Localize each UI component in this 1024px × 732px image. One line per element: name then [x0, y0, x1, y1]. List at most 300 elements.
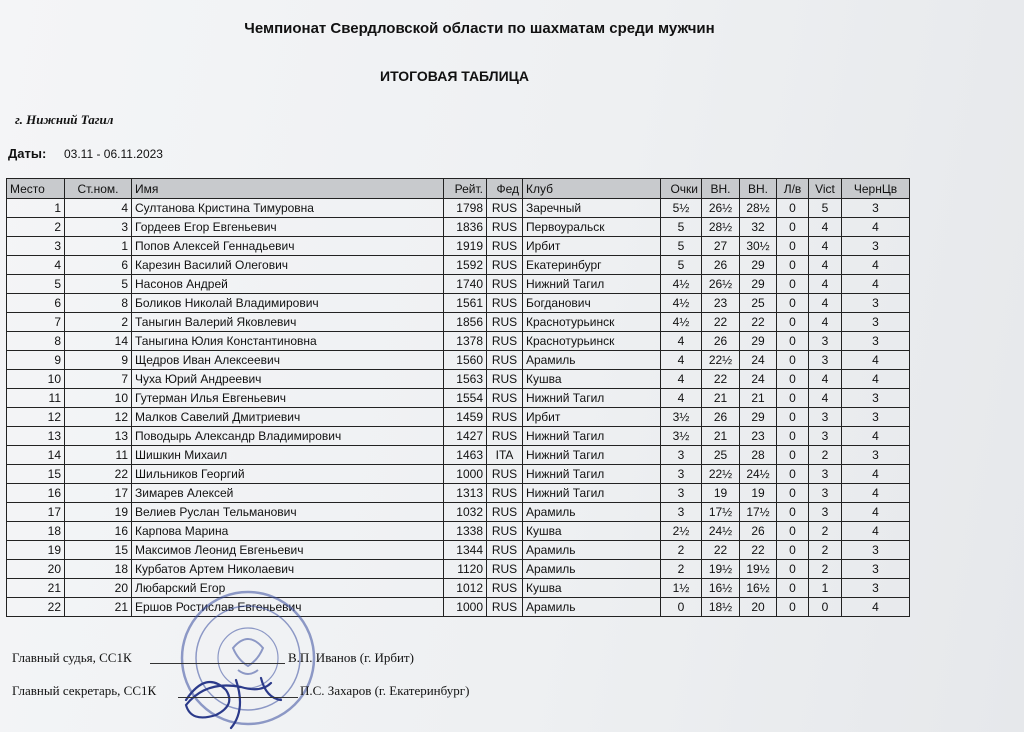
table-cell: 3 [809, 408, 842, 427]
table-cell: Гордеев Егор Евгеньевич [132, 218, 444, 237]
table-cell: 4 [65, 199, 132, 218]
table-row [7, 560, 910, 579]
table-cell: RUS [487, 389, 523, 408]
table-cell: 1554 [444, 389, 487, 408]
table-cell: 3 [661, 446, 702, 465]
table-cell: 19½ [740, 560, 777, 579]
table-cell: 3 [842, 237, 910, 256]
table-cell: Кушва [523, 522, 661, 541]
table-cell: 13 [65, 427, 132, 446]
table-cell: RUS [487, 332, 523, 351]
table-cell: 5 [661, 218, 702, 237]
table-cell: RUS [487, 579, 523, 598]
table-cell: 28½ [702, 218, 740, 237]
table-cell: 1459 [444, 408, 487, 427]
table-cell: 1120 [444, 560, 487, 579]
table-cell: 24½ [740, 465, 777, 484]
table-cell: 26½ [702, 199, 740, 218]
table-cell: 3 [842, 389, 910, 408]
table-cell: 4½ [661, 294, 702, 313]
table-cell: 29 [740, 256, 777, 275]
table-cell: 0 [777, 313, 809, 332]
table-cell: 22 [65, 465, 132, 484]
table-cell: 4 [842, 465, 910, 484]
signature-mark [176, 660, 306, 732]
table-cell: 2 [7, 218, 65, 237]
table-cell: 3 [65, 218, 132, 237]
table-cell: Султанова Кристина Тимуровна [132, 199, 444, 218]
table-cell: Екатеринбург [523, 256, 661, 275]
table-cell: 3 [809, 465, 842, 484]
table-cell: Шишкин Михаил [132, 446, 444, 465]
table-cell: 21 [7, 579, 65, 598]
table-cell: 21 [65, 598, 132, 617]
table-cell: 29 [740, 275, 777, 294]
table-row [7, 484, 910, 503]
table-cell: 1338 [444, 522, 487, 541]
table-cell: 19 [7, 541, 65, 560]
table-cell: 15 [65, 541, 132, 560]
table-cell: 4½ [661, 313, 702, 332]
table-cell: 2 [661, 541, 702, 560]
table-body [7, 199, 910, 617]
table-cell: 22 [740, 541, 777, 560]
table-cell: RUS [487, 484, 523, 503]
column-header: ВН. [702, 179, 740, 199]
table-cell: Карпова Марина [132, 522, 444, 541]
table-cell: 9 [65, 351, 132, 370]
table-row [7, 256, 910, 275]
table-cell: 19 [702, 484, 740, 503]
table-cell: 3 [809, 332, 842, 351]
column-header: Ст.ном. [65, 179, 132, 199]
table-cell: Нижний Тагил [523, 389, 661, 408]
table-cell: 20 [7, 560, 65, 579]
table-cell: 4 [842, 218, 910, 237]
table-cell: Любарский Егор [132, 579, 444, 598]
table-cell: Максимов Леонид Евгеньевич [132, 541, 444, 560]
table-cell: 0 [777, 389, 809, 408]
table-cell: Гутерман Илья Евгеньевич [132, 389, 444, 408]
table-cell: 4 [809, 389, 842, 408]
table-cell: 17½ [740, 503, 777, 522]
table-cell: 4 [842, 598, 910, 617]
table-cell: 0 [661, 598, 702, 617]
table-row [7, 294, 910, 313]
table-cell: 4 [661, 332, 702, 351]
table-cell: 16½ [702, 579, 740, 598]
table-row [7, 541, 910, 560]
column-header: Очки [661, 179, 702, 199]
table-cell: 0 [777, 579, 809, 598]
table-cell: Кушва [523, 579, 661, 598]
table-cell: 22 [702, 541, 740, 560]
table-cell: 11 [65, 446, 132, 465]
table-cell: 4 [842, 351, 910, 370]
table-cell: 3 [842, 579, 910, 598]
table-cell: 25 [702, 446, 740, 465]
table-row [7, 389, 910, 408]
table-cell: 0 [777, 351, 809, 370]
table-cell: 6 [7, 294, 65, 313]
table-cell: Велиев Руслан Тельманович [132, 503, 444, 522]
table-cell: 21 [702, 389, 740, 408]
table-cell: 0 [777, 503, 809, 522]
table-cell: RUS [487, 560, 523, 579]
table-cell: Нижний Тагил [523, 427, 661, 446]
table-cell: 5½ [661, 199, 702, 218]
column-header: Л/в [777, 179, 809, 199]
table-cell: 1919 [444, 237, 487, 256]
table-cell: Арамиль [523, 541, 661, 560]
table-cell: 17 [7, 503, 65, 522]
table-cell: 3 [809, 427, 842, 446]
table-cell: 0 [777, 598, 809, 617]
table-cell: 29 [740, 408, 777, 427]
table-cell: RUS [487, 370, 523, 389]
table-cell: 4 [7, 256, 65, 275]
table-row [7, 465, 910, 484]
table-cell: 1012 [444, 579, 487, 598]
table-cell: Ирбит [523, 237, 661, 256]
table-cell: 3 [661, 465, 702, 484]
table-cell: 3 [809, 503, 842, 522]
table-cell: 0 [777, 446, 809, 465]
table-row [7, 522, 910, 541]
table-cell: 3 [661, 503, 702, 522]
table-cell: 28½ [740, 199, 777, 218]
table-cell: 2 [809, 522, 842, 541]
table-cell: 4 [809, 256, 842, 275]
table-cell: 1 [65, 237, 132, 256]
table-cell: 1313 [444, 484, 487, 503]
table-cell: 3 [842, 446, 910, 465]
table-cell: 14 [65, 332, 132, 351]
table-cell: Курбатов Артем Николаевич [132, 560, 444, 579]
table-row [7, 351, 910, 370]
table-cell: 1856 [444, 313, 487, 332]
table-cell: Богданович [523, 294, 661, 313]
table-cell: 4 [661, 351, 702, 370]
column-header: Клуб [523, 179, 661, 199]
table-cell: 17½ [702, 503, 740, 522]
table-cell: 0 [777, 332, 809, 351]
table-cell: 18½ [702, 598, 740, 617]
table-cell: 1560 [444, 351, 487, 370]
table-cell: 4 [842, 370, 910, 389]
table-cell: ITA [487, 446, 523, 465]
document-title: Чемпионат Свердловской области по шахматам среди мужчин [244, 20, 715, 37]
column-header: Vict [809, 179, 842, 199]
table-cell: 6 [65, 256, 132, 275]
standings-table [6, 178, 910, 617]
table-cell: Нижний Тагил [523, 484, 661, 503]
table-cell: 22½ [702, 465, 740, 484]
table-cell: Насонов Андрей [132, 275, 444, 294]
table-cell: Арамиль [523, 560, 661, 579]
table-cell: 4 [842, 522, 910, 541]
table-cell: 5 [7, 275, 65, 294]
table-cell: Попов Алексей Геннадьевич [132, 237, 444, 256]
table-cell: Арамиль [523, 598, 661, 617]
table-cell: Арамиль [523, 503, 661, 522]
table-cell: Поводырь Александр Владимирович [132, 427, 444, 446]
table-cell: 1740 [444, 275, 487, 294]
dates-value: 03.11 - 06.11.2023 [64, 147, 163, 161]
table-cell: 4 [661, 370, 702, 389]
table-cell: Нижний Тагил [523, 465, 661, 484]
table-cell: 4 [809, 218, 842, 237]
table-cell: 0 [777, 370, 809, 389]
table-cell: 0 [777, 427, 809, 446]
table-cell: RUS [487, 237, 523, 256]
table-cell: Шильников Георгий [132, 465, 444, 484]
table-cell: RUS [487, 351, 523, 370]
table-header-row [7, 179, 910, 199]
table-cell: 5 [661, 237, 702, 256]
table-cell: 20 [740, 598, 777, 617]
table-cell: 30½ [740, 237, 777, 256]
table-cell: 14 [7, 446, 65, 465]
table-cell: 2 [809, 541, 842, 560]
table-cell: 1563 [444, 370, 487, 389]
table-cell: 2 [809, 446, 842, 465]
table-cell: 18 [65, 560, 132, 579]
table-cell: 1000 [444, 465, 487, 484]
table-cell: 19 [65, 503, 132, 522]
table-row [7, 332, 910, 351]
table-cell: 16 [65, 522, 132, 541]
table-cell: 18 [7, 522, 65, 541]
table-cell: 10 [7, 370, 65, 389]
table-cell: 9 [7, 351, 65, 370]
table-cell: 26 [702, 408, 740, 427]
city-label: г. Нижний Тагил [15, 112, 114, 127]
table-cell: 3 [842, 408, 910, 427]
table-cell: 0 [777, 256, 809, 275]
table-row [7, 275, 910, 294]
table-row [7, 313, 910, 332]
table-cell: 4 [842, 484, 910, 503]
table-cell: 1561 [444, 294, 487, 313]
table-cell: 0 [777, 465, 809, 484]
table-cell: 19 [740, 484, 777, 503]
table-cell: 0 [777, 199, 809, 218]
table-cell: 3 [842, 294, 910, 313]
table-cell: Арамиль [523, 351, 661, 370]
table-cell: 16½ [740, 579, 777, 598]
table-cell: 0 [777, 484, 809, 503]
table-cell: RUS [487, 313, 523, 332]
column-header: Имя [132, 179, 444, 199]
table-cell: Таныгин Валерий Яковлевич [132, 313, 444, 332]
table-cell: RUS [487, 598, 523, 617]
table-row [7, 446, 910, 465]
table-cell: 16 [7, 484, 65, 503]
table-cell: 4 [809, 237, 842, 256]
table-cell: 17 [65, 484, 132, 503]
table-cell: Ершов Ростислав Евгеньевич [132, 598, 444, 617]
table-cell: 23 [702, 294, 740, 313]
table-cell: 22 [702, 313, 740, 332]
table-cell: 4 [809, 370, 842, 389]
table-cell: 8 [65, 294, 132, 313]
table-cell: 22 [7, 598, 65, 617]
table-row [7, 503, 910, 522]
table-row [7, 427, 910, 446]
table-cell: Первоуральск [523, 218, 661, 237]
column-header: ВН. [740, 179, 777, 199]
table-cell: 19½ [702, 560, 740, 579]
table-cell: 3 [842, 332, 910, 351]
table-cell: 4 [809, 275, 842, 294]
table-cell: 3 [842, 541, 910, 560]
table-cell: 1 [7, 199, 65, 218]
table-cell: 24 [740, 351, 777, 370]
table-cell: 2 [65, 313, 132, 332]
document-subtitle: ИТОГОВАЯ ТАБЛИЦА [380, 68, 529, 84]
table-cell: 22½ [702, 351, 740, 370]
table-cell: 26 [702, 256, 740, 275]
table-cell: 2 [809, 560, 842, 579]
table-cell: 22 [740, 313, 777, 332]
table-cell: Боликов Николай Владимирович [132, 294, 444, 313]
table-cell: 4 [809, 313, 842, 332]
table-cell: 4 [842, 503, 910, 522]
table-cell: 7 [7, 313, 65, 332]
table-cell: RUS [487, 294, 523, 313]
table-cell: 5 [65, 275, 132, 294]
table-cell: 1427 [444, 427, 487, 446]
table-cell: Кушва [523, 370, 661, 389]
table-cell: 0 [777, 560, 809, 579]
table-cell: 21 [702, 427, 740, 446]
table-cell: 0 [777, 408, 809, 427]
table-cell: 3 [842, 313, 910, 332]
chief-secretary-name: П.С. Захаров (г. Екатеринбург) [300, 683, 470, 698]
table-cell: 20 [65, 579, 132, 598]
table-cell: 0 [777, 522, 809, 541]
table-cell: 3 [809, 484, 842, 503]
table-cell: 5 [809, 199, 842, 218]
table-cell: 5 [661, 256, 702, 275]
table-cell: 29 [740, 332, 777, 351]
table-cell: Краснотурьинск [523, 313, 661, 332]
table-cell: 26 [740, 522, 777, 541]
table-cell: 32 [740, 218, 777, 237]
column-header: Рейт. [444, 179, 487, 199]
table-cell: 1 [809, 579, 842, 598]
table-cell: 26½ [702, 275, 740, 294]
table-cell: 4 [809, 294, 842, 313]
column-header: Фед [487, 179, 523, 199]
table-cell: 24 [740, 370, 777, 389]
table-cell: Зимарев Алексей [132, 484, 444, 503]
table-cell: 3 [809, 351, 842, 370]
table-cell: 1032 [444, 503, 487, 522]
table-cell: 7 [65, 370, 132, 389]
column-header: ЧернЦв [842, 179, 910, 199]
table-cell: 3 [842, 560, 910, 579]
table-row [7, 370, 910, 389]
table-cell: 3½ [661, 427, 702, 446]
chief-judge-signature-line [150, 663, 285, 664]
table-cell: Щедров Иван Алексеевич [132, 351, 444, 370]
table-cell: RUS [487, 465, 523, 484]
table-cell: Чуха Юрий Андреевич [132, 370, 444, 389]
table-cell: 4 [661, 389, 702, 408]
table-cell: Краснотурьинск [523, 332, 661, 351]
table-cell: Нижний Тагил [523, 275, 661, 294]
table-cell: 1592 [444, 256, 487, 275]
table-cell: 3 [7, 237, 65, 256]
table-cell: Заречный [523, 199, 661, 218]
table-cell: 4 [842, 427, 910, 446]
table-cell: RUS [487, 427, 523, 446]
table-cell: 1000 [444, 598, 487, 617]
table-cell: 1344 [444, 541, 487, 560]
table-cell: 12 [65, 408, 132, 427]
table-row [7, 598, 910, 617]
table-cell: RUS [487, 256, 523, 275]
table-cell: 13 [7, 427, 65, 446]
table-cell: 0 [777, 275, 809, 294]
table-cell: RUS [487, 199, 523, 218]
table-cell: 12 [7, 408, 65, 427]
table-cell: RUS [487, 408, 523, 427]
table-cell: 2½ [661, 522, 702, 541]
table-cell: 25 [740, 294, 777, 313]
table-cell: 1½ [661, 579, 702, 598]
table-cell: 2 [661, 560, 702, 579]
column-header: Место [7, 179, 65, 199]
table-cell: 3 [842, 199, 910, 218]
table-cell: Нижний Тагил [523, 446, 661, 465]
table-cell: Карезин Василий Олегович [132, 256, 444, 275]
table-cell: 27 [702, 237, 740, 256]
table-cell: 0 [777, 294, 809, 313]
table-cell: 26 [702, 332, 740, 351]
table-cell: 1378 [444, 332, 487, 351]
table-cell: 3½ [661, 408, 702, 427]
table-cell: 0 [777, 237, 809, 256]
table-cell: 15 [7, 465, 65, 484]
table-cell: 24½ [702, 522, 740, 541]
table-cell: 28 [740, 446, 777, 465]
table-cell: 10 [65, 389, 132, 408]
table-cell: 4 [842, 256, 910, 275]
table-cell: 1798 [444, 199, 487, 218]
chief-judge-role: Главный судья, СС1К [12, 650, 132, 665]
table-row [7, 237, 910, 256]
table-cell: RUS [487, 541, 523, 560]
table-cell: RUS [487, 503, 523, 522]
chief-secretary-role: Главный секретарь, СС1К [12, 683, 157, 698]
chief-secretary-signature-line [178, 697, 298, 698]
table-cell: 0 [777, 218, 809, 237]
table-cell: Таныгина Юлия Константиновна [132, 332, 444, 351]
table-cell: Ирбит [523, 408, 661, 427]
table-cell: 11 [7, 389, 65, 408]
table-cell: 4 [842, 275, 910, 294]
dates-label: Даты: [8, 146, 47, 161]
table-cell: 0 [777, 541, 809, 560]
table-cell: 3 [661, 484, 702, 503]
table-cell: 0 [809, 598, 842, 617]
table-cell: 4½ [661, 275, 702, 294]
table-cell: RUS [487, 522, 523, 541]
table-cell: 8 [7, 332, 65, 351]
